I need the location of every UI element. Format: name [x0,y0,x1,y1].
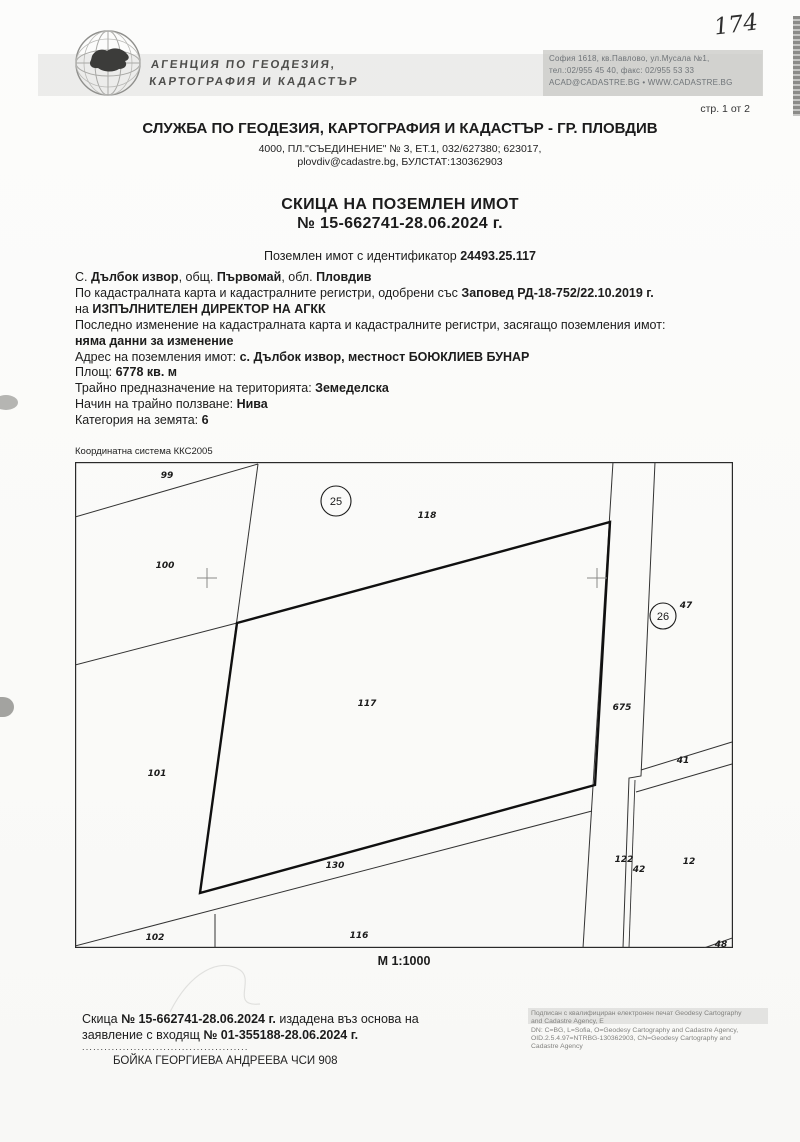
document-number: № 15-662741-28.06.2024 г. [297,215,503,232]
property-line: на ИЗПЪЛНИТЕЛЕН ДИРЕКТОР НА АГКК [75,301,326,316]
parcel-label-101: 101 [147,769,167,779]
block-number-26: 26 [656,611,670,623]
parcel-label-41: 41 [676,756,690,766]
property-line: Последно изменение на кадастралната карта и кадастралните регистри, засягащо поземления имот: [75,317,666,332]
property-line: Площ: 6778 кв. м [75,365,178,380]
parcel-label-102: 102 [145,933,165,943]
signatory-name: БОЙКА ГЕОРГИЕВА АНДРЕЕВА ЧСИ 908 [113,1055,338,1067]
parcel-label-47: 47 [679,601,693,611]
parcel-labels [146,471,728,948]
cadastral-map [75,462,733,948]
parcel-label-100: 100 [155,561,175,571]
scan-artifact-edge [793,16,800,116]
office-address: 4000, ПЛ."СЪЕДИНЕНИЕ" № 3, ЕТ.1, 032/627380; 623017, [258,143,542,155]
office-contact: plovdiv@cadastre.bg, БУЛСТАТ:130362903 [297,156,503,168]
parcel-label-118: 118 [417,511,437,521]
parcel-label-99: 99 [160,471,174,481]
handwritten-number: 174 [712,9,760,41]
parcel-identifier-line: Поземлен имот с идентификатор 24493.25.117 [264,249,536,263]
scan-artifact-blob [0,395,18,410]
agency-logo-globe-icon [70,26,146,102]
block-number-25: 25 [329,496,343,508]
scan-artifact-blob [0,697,14,717]
circled-block-numbers [321,486,676,629]
property-line: Категория на земята: 6 [75,413,209,428]
survey-cross-icon [587,568,607,588]
issuance-line2: заявление с входящ № 01-355188-28.06.2024 г. [82,1028,359,1043]
property-line: Адрес на поземления имот: с. Дълбок извор, местност БОЮКЛИЕВ БУНАР [75,349,530,364]
office-title: СЛУЖБА ПО ГЕОДЕЗИЯ, КАРТОГРАФИЯ И КАДАСТЪР - ГР. ПЛОВДИВ [142,120,658,137]
parcel-label-117: 117 [357,699,377,709]
bulgaria-map-silhouette [90,48,129,71]
property-line: Трайно предназначение на територията: Земеделска [75,381,389,396]
boundary-100 [75,623,237,665]
boundary-41-lower [636,764,732,792]
agency-name [148,57,361,91]
property-line: няма данни за изменение [75,333,234,348]
property-line: С. Дълбок извор, общ. Първомай, обл. Пловдив [75,270,372,284]
property-line: Начин на трайно ползване: Нива [75,397,268,412]
survey-cross-icon [197,568,217,588]
agency-name-line2: КАРТОГРАФИЯ И КАДАСТЪР [148,76,360,88]
digital-signature-stamp: Подписан с квалифициран електронен печат Geodesy Cartography and Cadastre Agency, E DN: C=BG, L=Sofia, O=Geodesy Cartography and Cadastre Agency, OID.2.5.4.97=NTRBG-130362903, CN=Geodesy Cartography and Cadastre Agency [531,1010,742,1051]
coordinate-system-label: Координатна система ККС2005 [75,446,213,457]
parcel-label-122: 122 [614,855,634,865]
issuance-line1: Скица № 15-662741-28.06.2024 г. издадена въз основа на [82,1012,419,1026]
parcel-label-130: 130 [325,861,345,871]
property-details [75,270,745,429]
parcel-label-12: 12 [682,857,696,867]
parcel-label-42: 42 [632,865,646,875]
issuance-note [82,1011,419,1044]
road-130-lower [75,811,592,946]
page-number-label: стр. 1 от 2 [700,103,750,115]
agency-name-line1: АГЕНЦИЯ ПО ГЕОДЕЗИЯ, [150,59,337,71]
parcel-label-48: 48 [714,940,728,948]
subject-parcel-117-outline [200,522,610,893]
property-line: По кадастралната карта и кадастралните регистри, одобрени със Заповед РД-18-752/22.10.2019 г. [75,285,654,300]
parcel-label-116: 116 [349,931,369,941]
parcel-label-675: 675 [612,703,632,713]
signature-dotted-line: ............................................. [82,1042,249,1052]
document-title: СКИЦА НА ПОЗЕМЛЕН ИМОТ [281,196,519,213]
map-scale: М 1:1000 [377,954,431,968]
agency-address: София 1618, кв.Павлово, ул.Мусала №1, тел.:02/955 45 40, факс: 02/955 53 33 ACAD@CADASTRE.BG • WWW.CADASTRE.BG [549,54,733,87]
